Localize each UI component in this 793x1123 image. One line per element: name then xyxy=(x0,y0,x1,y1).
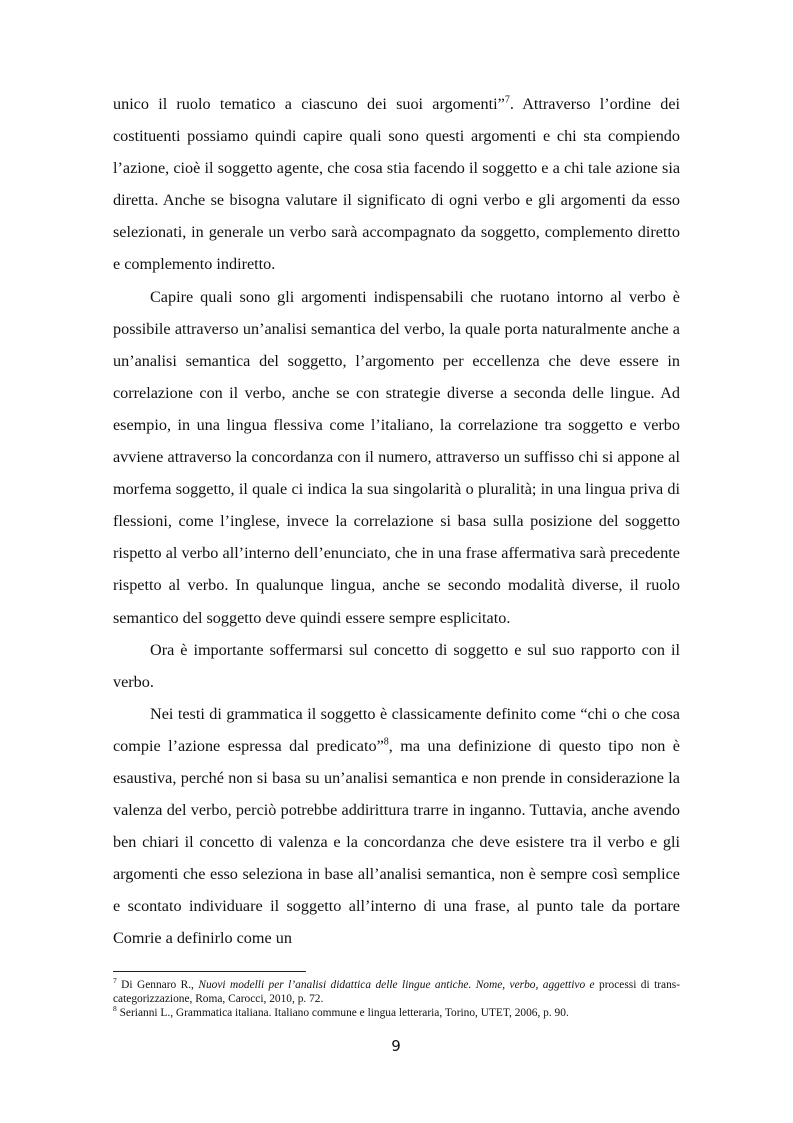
footnote-title: Nuovi modelli per l’analisi didattica delle lingue antiche. Nome, verbo, aggettivo e xyxy=(198,979,595,991)
footnote-number: 7 xyxy=(113,976,117,986)
footnote-number: 8 xyxy=(113,1004,117,1014)
footnotes xyxy=(113,978,680,1021)
body-text xyxy=(113,88,680,955)
paragraph-3: Ora è importante soffermarsi sul concetto di soggetto e sul suo rapporto con il verbo. xyxy=(113,640,680,691)
footnote-7: $^7$ Di Gennaro R., Nuovi modelli per l’analisi didattica delle lingue antiche. Nome, verbo, aggettivo e processi di trans-categorizzazione, Roma, Carocci, 2010, p. 72. xyxy=(113,976,681,1006)
paragraph-4: Nei testi di grammatica il soggetto è classicamente definito come “chi o che cosa compie l’azione espressa dal predicato”$^8$, ma una definizione di questo tipo non è esaustiva, perché non si basa su un’analisi semantica e non prende in considerazione la valenza del verbo, perciò potrebbe addirittura trarre in inganno. Tuttavia, anche avendo ben chiari il concetto di valenza e la concordanza che deve esistere tra il verbo e gli argomenti che esso seleziona in base all’analisi semantica, non è sempre così semplice e scontato individuare il soggetto all’interno di una frase, al punto tale da portare Comrie a definirlo come un xyxy=(113,704,680,948)
paragraph-2: Capire quali sono gli argomenti indispensabili che ruotano intorno al verbo è possibile attraverso un’analisi semantica del verbo, la quale porta naturalmente anche a un’analisi semantica del soggetto, l’argomento per eccellenza che deve essere in correlazione con il verbo, anche se con strategie diverse a seconda delle lingue. Ad esempio, in una lingua flessiva come l’italiano, la correlazione tra soggetto e verbo avviene attraverso la concordanza con il numero, attraverso un suffisso chi si appone al morfema soggetto, il quale ci indica la sua singolarità o pluralità; in una lingua priva di flessioni, come l’inglese, invece la correlazione si basa sulla posizione del soggetto rispetto al verbo all’interno dell’enunciato, che in una frase affermativa sarà precedente rispetto al verbo. In qualunque lingua, anche se secondo modalità diverse, il ruolo semantico del soggetto deve quindi essere sempre esplicitato. xyxy=(113,287,680,627)
footnote-8: $^8$ Serianni L., Grammatica italiana. Italiano commune e lingua letteraria, Torino, UTET, 2006, p. 90. xyxy=(113,1004,569,1020)
footnote-ref-7[interactable]: 7 xyxy=(504,94,510,106)
footnote-ref-8[interactable]: 8 xyxy=(383,736,389,748)
page-number: 9 xyxy=(391,1037,401,1055)
footnote-separator xyxy=(113,971,306,972)
paragraph-1: unico il ruolo tematico a ciascuno dei suoi argomenti”$^7$. Attraverso l’ordine dei costituenti possiamo quindi capire quali sono questi argomenti e chi sta compiendo l’azione, cioè il soggetto agente, che cosa stia facendo il soggetto e a chi tale azione sia diretta. Anche se bisogna valutare il significato di ogni verbo e gli argomenti da esso selezionati, in generale un verbo sarà accompagnato da soggetto, complemento diretto e complemento indiretto. xyxy=(113,94,680,274)
